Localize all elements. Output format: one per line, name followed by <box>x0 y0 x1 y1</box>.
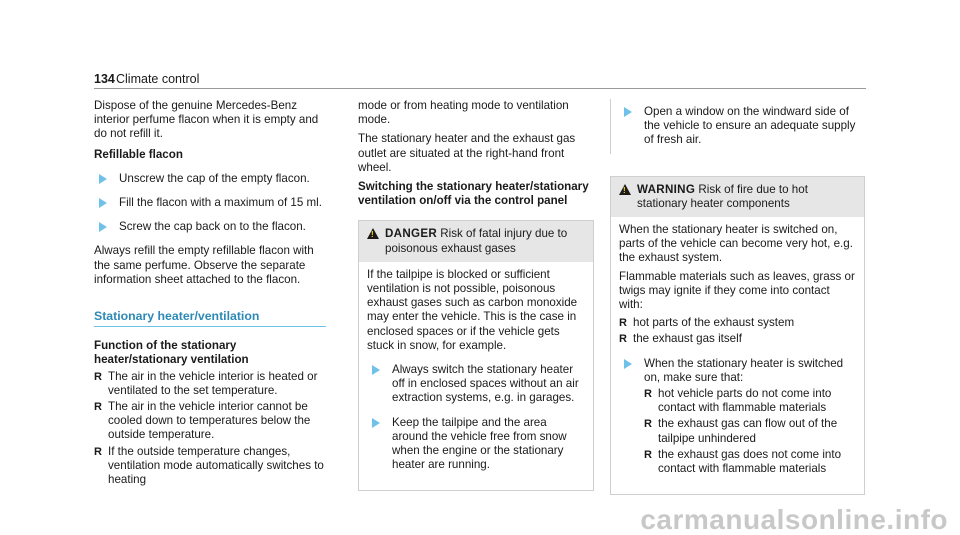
column-1 <box>94 99 326 489</box>
danger-text: If the tailpipe is blocked or sufficient ventilation is not possible, poisonous exhaust gases such as carbon monoxide may enter the vehicle. This is the case in enclosed spaces or if the vehicle gets stuck in snow, for example. <box>367 267 578 352</box>
step-arrow-icon <box>99 222 107 232</box>
step-arrow-icon <box>624 107 632 117</box>
list-item: R the exhaust gas can flow out of the tailpipe unhindered <box>644 417 838 445</box>
list-item: R the exhaust gas itself <box>619 332 742 346</box>
warning-keyword: WARNING <box>637 182 696 196</box>
warning-triangle-icon: ! <box>367 228 379 239</box>
warning-body <box>611 217 864 494</box>
column-2 <box>358 99 594 491</box>
step: Fill the flacon with a maximum of 15 ml. <box>94 196 326 210</box>
warning-text-1: When the stationary heater is switched on, parts of the vehicle can become very hot, e.g. the exhaust system. <box>619 223 853 265</box>
list-item: R hot parts of the exhaust system <box>619 316 795 330</box>
danger-keyword: DANGER <box>385 227 438 241</box>
bullet-icon: R <box>619 317 627 330</box>
bullet-icon: R <box>644 418 652 431</box>
danger-head-text: Risk of fatal injury due to poisonous exhaust gases <box>385 227 568 255</box>
step-arrow-icon <box>624 359 632 369</box>
bullet-icon: R <box>94 401 102 414</box>
bullet-icon: R <box>644 388 652 401</box>
step: Screw the cap back on to the flacon. <box>94 220 326 234</box>
list-item: R If the outside temperature changes, ventilation mode automatically switches to heating <box>94 444 324 487</box>
step: When the stationary heater is switched on, make sure that: R hot vehicle parts do not come into contact with flammable materials R the exhaust gas can flow out of the tailpipe unhindered R the exhaust gas does not come into contact with flammable materials <box>619 357 856 477</box>
danger-header <box>359 221 593 261</box>
list-item: R the exhaust gas does not come into contact with flammable materials <box>644 447 842 476</box>
continuation-text: mode or from heating mode to ventilation mode. <box>358 99 569 127</box>
warning-text-2: Flammable materials such as leaves, grass or twigs may ignite if they come into contact with: <box>619 269 855 312</box>
page-number: 134 <box>94 72 115 86</box>
warning-box <box>610 176 865 496</box>
list-item: R The air in the vehicle interior is heated or ventilated to the set temperature. <box>94 369 318 397</box>
step: Open a window on the windward side of the vehicle to ensure an adequate supply of fresh air. <box>619 105 865 148</box>
intro-text: Dispose of the genuine Mercedes-Benz interior perfume flacon when it is empty and do not refill it. <box>94 99 319 141</box>
bullet-icon: R <box>94 445 102 458</box>
warning-triangle-icon: ! <box>619 184 631 195</box>
function-title: Function of the stationary heater/stationary ventilation <box>94 339 249 367</box>
section-title: Stationary heater/ventilation <box>94 309 326 327</box>
step-arrow-icon <box>372 365 380 375</box>
refill-title: Refillable flacon <box>94 147 183 161</box>
step-arrow-icon <box>99 198 107 208</box>
step: Unscrew the cap of the empty flacon. <box>94 172 326 186</box>
bullet-icon: R <box>94 370 102 383</box>
warning-header <box>611 177 864 217</box>
step: Keep the tailpipe and the area around the vehicle free from snow when the engine or the stationary heater are running. <box>367 416 585 473</box>
bullet-icon: R <box>644 448 652 461</box>
danger-body <box>359 262 593 491</box>
list-item: R hot vehicle parts do not come into contact with flammable materials <box>644 387 832 415</box>
step-arrow-icon <box>372 418 380 428</box>
note-text: Always refill the empty refillable flacon with the same perfume. Observe the separate information sheet attached to the flacon. <box>94 244 314 286</box>
switch-title: Switching the stationary heater/stationary ventilation on/off via the control panel <box>358 180 589 208</box>
bullet-icon: R <box>619 333 627 346</box>
location-text: The stationary heater and the exhaust gas outlet are situated at the right-hand front wheel. <box>358 132 576 174</box>
step-arrow-icon <box>99 174 107 184</box>
column-3 <box>610 99 865 495</box>
warning-head-text: Risk of fire due to hot stationary heater components <box>637 182 808 210</box>
step: Always switch the stationary heater off in enclosed spaces without an air extraction systems, e.g. in garages. <box>367 363 585 406</box>
watermark: carmanualsonline.info <box>640 503 948 535</box>
header-rule <box>94 88 866 89</box>
danger-box <box>358 220 594 491</box>
continued-step-block <box>610 99 865 154</box>
list-item: R The air in the vehicle interior cannot be cooled down to temperatures below the outside temperature. <box>94 400 311 442</box>
section-header: Climate control <box>116 72 200 86</box>
